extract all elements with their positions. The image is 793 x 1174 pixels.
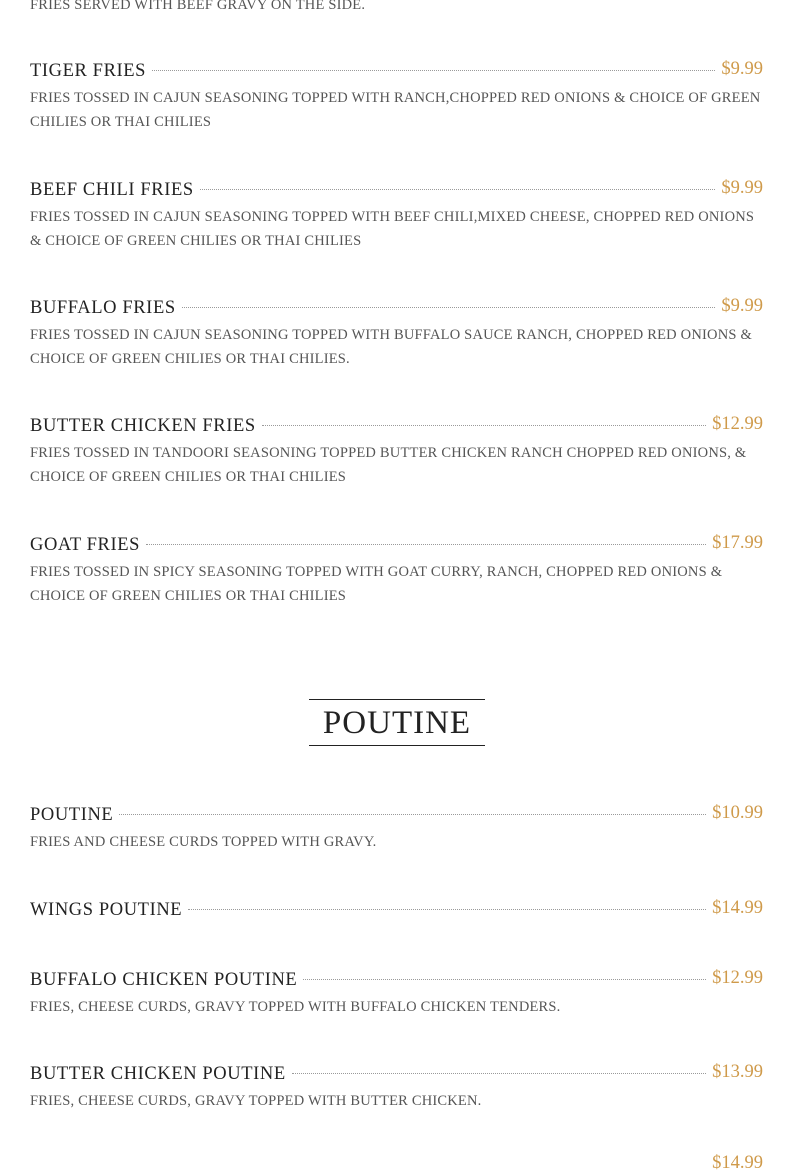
item-name: BEEF CHILI FRIES xyxy=(30,180,194,200)
item-price: $9.99 xyxy=(721,178,763,198)
item-name: BUFFALO CHICKEN POUTINE xyxy=(30,970,298,990)
item-description: FRIES TOSSED IN CAJUN SEASONING TOPPED WITH BUFFALO SAUCE RANCH, CHOPPED RED ONIONS & CHOICE OF GREEN CHILIES OR THAI CHILIES. xyxy=(30,327,752,367)
menu-item-butter-chicken-poutine xyxy=(30,1064,763,1113)
item-price: $13.99 xyxy=(712,1062,763,1082)
item-description: FRIES SERVED WITH BEEF GRAVY ON THE SIDE. xyxy=(30,0,366,13)
item-name: BUTTER CHICKEN POUTINE xyxy=(30,1064,286,1084)
item-description: FRIES, CHEESE CURDS, GRAVY TOPPED WITH BUTTER CHICKEN. xyxy=(30,1093,482,1109)
item-description: FRIES TOSSED IN TANDOORI SEASONING TOPPED BUTTER CHICKEN RANCH CHOPPED RED ONIONS, & CHOICE OF GREEN CHILIES OR THAI CHILIES xyxy=(30,445,747,485)
item-description: FRIES TOSSED IN SPICY SEASONING TOPPED WITH GOAT CURRY, RANCH, CHOPPED RED ONIONS & CHOICE OF GREEN CHILIES OR THAI CHILIES xyxy=(30,564,723,604)
dotted-leader xyxy=(119,814,706,815)
menu-item-buffalo-chicken-poutine xyxy=(30,970,763,1019)
item-name: TIGER FRIES xyxy=(30,61,147,81)
menu-item-buffalo-fries xyxy=(30,298,763,371)
dotted-leader xyxy=(188,909,706,910)
item-name: BUFFALO FRIES xyxy=(30,298,176,318)
menu-item-butter-chicken-fries xyxy=(30,416,763,489)
item-description: FRIES AND CHEESE CURDS TOPPED WITH GRAVY. xyxy=(30,834,377,850)
item-price: $17.99 xyxy=(712,533,763,553)
menu-item-goat-fries xyxy=(30,535,763,608)
item-description: FRIES, CHEESE CURDS, GRAVY TOPPED WITH BUFFALO CHICKEN TENDERS. xyxy=(30,999,561,1015)
dotted-leader xyxy=(262,425,706,426)
menu-item-poutine xyxy=(30,805,763,854)
dotted-leader xyxy=(292,1073,706,1074)
item-name: GOAT FRIES xyxy=(30,535,140,555)
item-name: WINGS POUTINE xyxy=(30,900,183,920)
item-description: FRIES TOSSED IN CAJUN SEASONING TOPPED WITH RANCH,CHOPPED RED ONIONS & CHOICE OF GREEN CHILIES OR THAI CHILIES xyxy=(30,90,761,130)
item-price: $9.99 xyxy=(721,59,763,79)
item-description: FRIES TOSSED IN CAJUN SEASONING TOPPED WITH BEEF CHILI,MIXED CHEESE, CHOPPED RED ONIONS & CHOICE OF GREEN CHILIES OR THAI CHILIES xyxy=(30,209,755,249)
menu-item-wings-poutine xyxy=(30,900,763,926)
dotted-leader xyxy=(152,70,715,71)
dotted-leader xyxy=(303,979,706,980)
item-price: $9.99 xyxy=(721,296,763,316)
menu-item-beef-chili-fries xyxy=(30,180,763,253)
item-price: $14.99 xyxy=(712,1153,763,1173)
item-price: $14.99 xyxy=(712,898,763,918)
item-price: $10.99 xyxy=(712,803,763,823)
item-name: POUTINE xyxy=(30,805,114,825)
dotted-leader xyxy=(146,544,706,545)
item-name: BUTTER CHICKEN FRIES xyxy=(30,416,256,436)
dotted-leader xyxy=(182,307,716,308)
menu-item-tiger-fries xyxy=(30,61,763,134)
item-price: $12.99 xyxy=(712,968,763,988)
dotted-leader xyxy=(200,189,716,190)
item-price: $12.99 xyxy=(712,414,763,434)
section-title-poutine: POUTINE xyxy=(309,699,485,746)
